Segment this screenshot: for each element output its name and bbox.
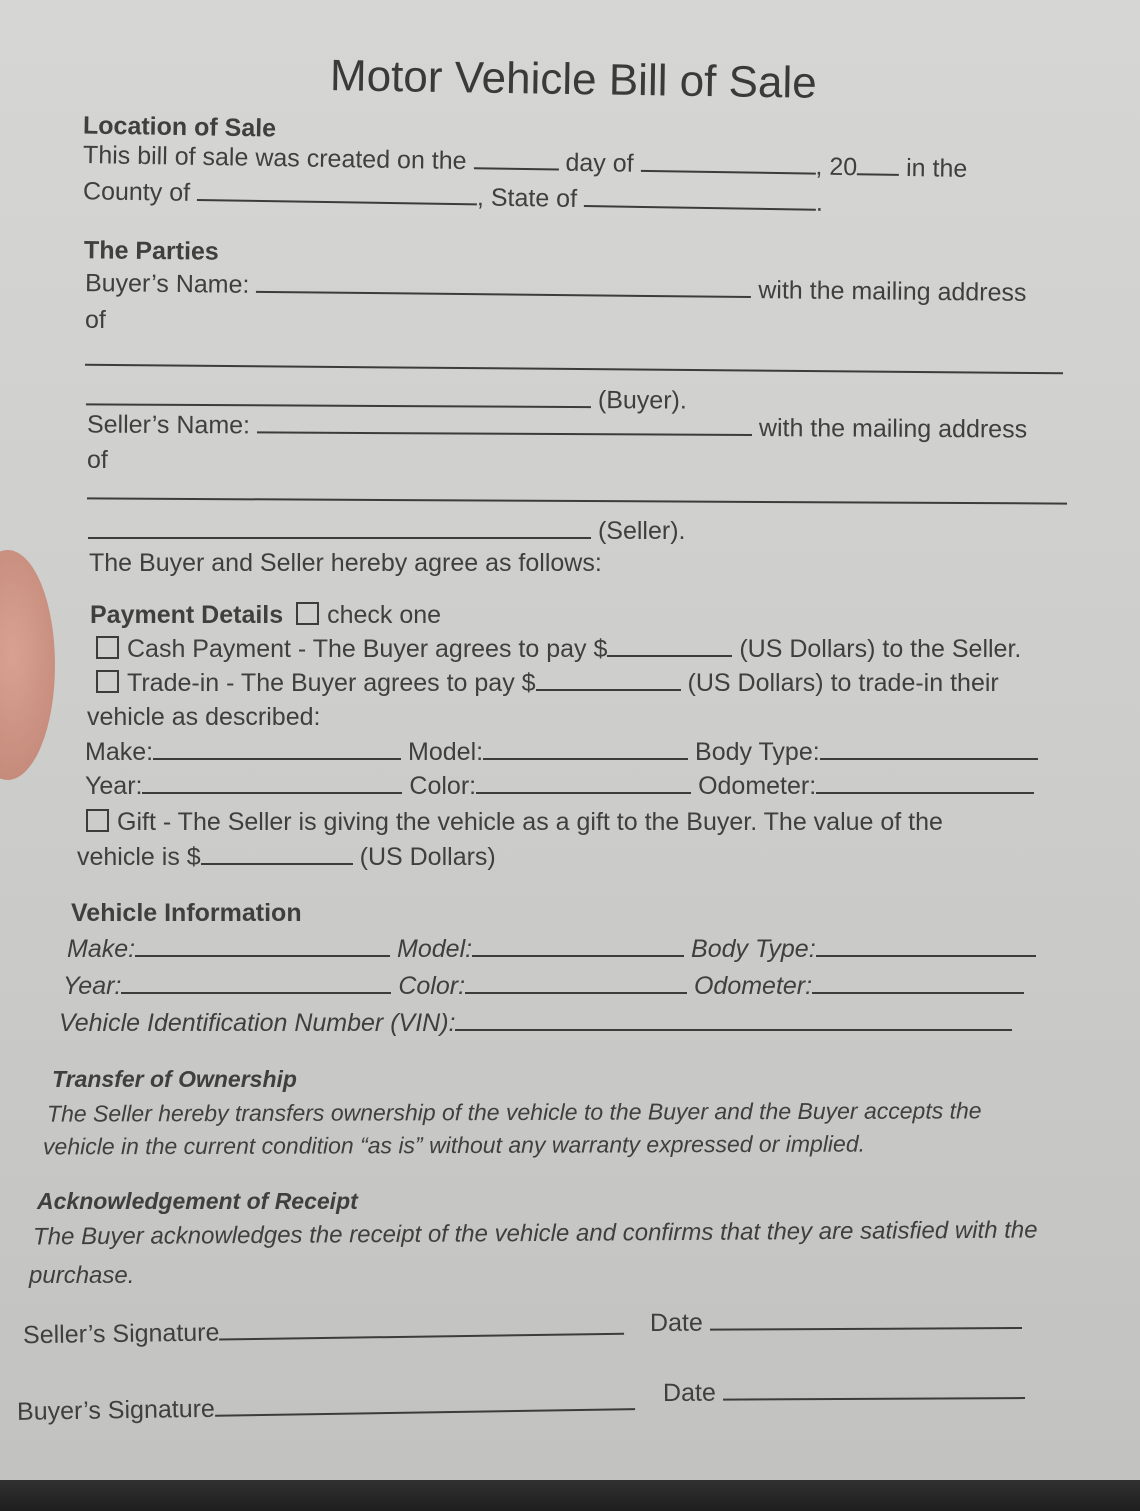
seller-address-line-2 bbox=[88, 516, 685, 546]
seller-address-field-2[interactable] bbox=[88, 517, 591, 539]
cash-payment-label: Cash Payment bbox=[127, 635, 291, 663]
day-of-text: day of bbox=[565, 148, 634, 178]
vehicle-odometer-label: Odometer: bbox=[693, 972, 813, 1000]
in-the-text: in the bbox=[905, 153, 968, 183]
cash-payment-suffix: (US Dollars) to the Seller. bbox=[739, 635, 1022, 663]
cash-payment-text: - The Buyer agrees to pay $ bbox=[290, 635, 608, 663]
trade-in-text: - The Buyer agrees to pay $ bbox=[219, 669, 536, 697]
seller-name-line bbox=[87, 410, 1027, 445]
cash-payment-line bbox=[96, 634, 1021, 664]
vehicle-info-heading: Vehicle Information bbox=[71, 899, 302, 927]
seller-mailing-text: with the mailing address bbox=[758, 414, 1028, 444]
state-field[interactable] bbox=[584, 185, 816, 211]
trade-vehicle-text: vehicle as described: bbox=[87, 703, 321, 731]
seller-date-label: Date bbox=[649, 1308, 703, 1337]
gift-suffix: (US Dollars) bbox=[359, 843, 496, 871]
check-one-checkbox[interactable] bbox=[296, 602, 319, 625]
transfer-line-2: vehicle in the current condition “as is” without any warranty expressed or implied. bbox=[42, 1130, 866, 1160]
acknowledgement-line-2: purchase. bbox=[29, 1262, 135, 1289]
vehicle-make-field[interactable] bbox=[135, 935, 390, 957]
seller-name-field[interactable] bbox=[257, 411, 752, 436]
trade-year-line bbox=[85, 771, 1034, 801]
buyer-mailing-text: with the mailing address bbox=[758, 276, 1027, 307]
vehicle-body-type-label: Body Type: bbox=[691, 935, 816, 963]
trade-in-checkbox[interactable] bbox=[96, 670, 119, 693]
gift-value-field[interactable] bbox=[201, 843, 353, 865]
trade-odometer-label: Odometer: bbox=[698, 772, 817, 800]
buyer-date-field[interactable] bbox=[723, 1377, 1025, 1401]
year-field[interactable] bbox=[857, 153, 899, 176]
parties-heading: The Parties bbox=[83, 236, 219, 266]
gift-label: Gift bbox=[117, 808, 156, 836]
cash-payment-checkbox[interactable] bbox=[96, 636, 119, 659]
vin-field[interactable] bbox=[455, 1009, 1012, 1031]
vehicle-color-label: Color: bbox=[398, 972, 466, 1000]
year-prefix-text: , 20 bbox=[815, 152, 858, 182]
day-field[interactable] bbox=[473, 147, 558, 170]
trade-in-suffix: (US Dollars) to trade-in their bbox=[687, 669, 999, 697]
seller-suffix: (Seller). bbox=[597, 517, 686, 545]
trade-model-field[interactable] bbox=[483, 738, 688, 760]
buyer-name-label: Buyer’s Name: bbox=[84, 269, 250, 299]
seller-date-line bbox=[650, 1306, 1022, 1338]
transfer-heading: Transfer of Ownership bbox=[52, 1066, 297, 1092]
gift-checkbox[interactable] bbox=[86, 809, 109, 832]
vehicle-body-type-field[interactable] bbox=[816, 935, 1036, 957]
cash-amount-field[interactable] bbox=[607, 635, 732, 657]
vehicle-model-label: Model: bbox=[397, 935, 473, 963]
seller-of-text: of bbox=[87, 446, 108, 474]
state-of-text: , State of bbox=[476, 183, 578, 213]
month-field[interactable] bbox=[640, 150, 815, 175]
vehicle-year-line bbox=[63, 971, 1024, 1001]
gift-value-text: vehicle is $ bbox=[77, 843, 201, 871]
seller-signature-field[interactable] bbox=[219, 1313, 624, 1341]
vin-line bbox=[59, 1008, 1012, 1038]
payment-heading-line bbox=[90, 600, 441, 630]
trade-make-label: Make: bbox=[85, 738, 154, 766]
seller-name-label: Seller’s Name: bbox=[86, 410, 251, 440]
buyer-date-line bbox=[663, 1376, 1025, 1408]
buyer-name-field[interactable] bbox=[256, 271, 751, 298]
buyer-of-text: of bbox=[85, 306, 106, 334]
buyer-signature-field[interactable] bbox=[215, 1388, 635, 1417]
vehicle-year-field[interactable] bbox=[121, 972, 391, 994]
county-of-text: County of bbox=[82, 177, 191, 207]
trade-color-label: Color: bbox=[409, 772, 477, 800]
trade-color-field[interactable] bbox=[476, 772, 691, 794]
vehicle-year-label: Year: bbox=[63, 972, 122, 1000]
trade-in-amount-field[interactable] bbox=[536, 669, 681, 691]
trade-in-label: Trade-in bbox=[127, 669, 220, 697]
trade-in-line bbox=[96, 668, 999, 698]
seller-date-field[interactable] bbox=[710, 1307, 1022, 1331]
trade-year-label: Year: bbox=[85, 772, 143, 800]
trade-make-field[interactable] bbox=[153, 738, 401, 760]
trade-year-field[interactable] bbox=[142, 772, 402, 794]
vin-label: Vehicle Identification Number (VIN): bbox=[59, 1009, 456, 1037]
gift-value-line bbox=[77, 842, 496, 872]
trade-body-type-label: Body Type: bbox=[695, 738, 820, 766]
location-heading: Location of Sale bbox=[82, 111, 277, 143]
trade-body-type-field[interactable] bbox=[820, 738, 1038, 760]
payment-heading: Payment Details bbox=[90, 601, 284, 629]
trade-model-label: Model: bbox=[408, 738, 484, 766]
buyer-date-label: Date bbox=[662, 1378, 716, 1407]
transfer-line-1: The Seller hereby transfers ownership of the vehicle to the Buyer and the Buyer accepts the bbox=[46, 1097, 982, 1127]
vehicle-make-label: Make: bbox=[67, 935, 136, 963]
vehicle-odometer-field[interactable] bbox=[812, 972, 1024, 994]
acknowledgement-heading: Acknowledgement of Receipt bbox=[37, 1188, 358, 1214]
buyer-address-field-2[interactable] bbox=[86, 383, 591, 408]
county-field[interactable] bbox=[197, 179, 477, 205]
buyer-suffix: (Buyer). bbox=[597, 386, 687, 415]
gift-line bbox=[86, 807, 943, 837]
agree-text: The Buyer and Seller hereby agree as follows: bbox=[89, 549, 602, 577]
gift-text: - The Seller is giving the vehicle as a gift to the Buyer. The value of the bbox=[155, 808, 943, 836]
check-one-text: check one bbox=[327, 601, 442, 629]
vehicle-color-field[interactable] bbox=[465, 972, 687, 994]
trade-odometer-field[interactable] bbox=[816, 772, 1034, 794]
acknowledgement-line-1: The Buyer acknowledges the receipt of the vehicle and confirms that they are satisfied with the bbox=[32, 1216, 1038, 1251]
vehicle-make-line bbox=[67, 934, 1036, 964]
document-title: Motor Vehicle Bill of Sale bbox=[329, 51, 818, 108]
buyer-signature-label: Buyer’s Signature bbox=[16, 1394, 216, 1426]
location-line-2: County of , State of . bbox=[82, 177, 824, 217]
seller-signature-label: Seller’s Signature bbox=[22, 1318, 220, 1350]
trade-make-line bbox=[85, 737, 1038, 767]
vehicle-model-field[interactable] bbox=[472, 935, 684, 957]
created-text: This bill of sale was created on the bbox=[82, 141, 467, 176]
